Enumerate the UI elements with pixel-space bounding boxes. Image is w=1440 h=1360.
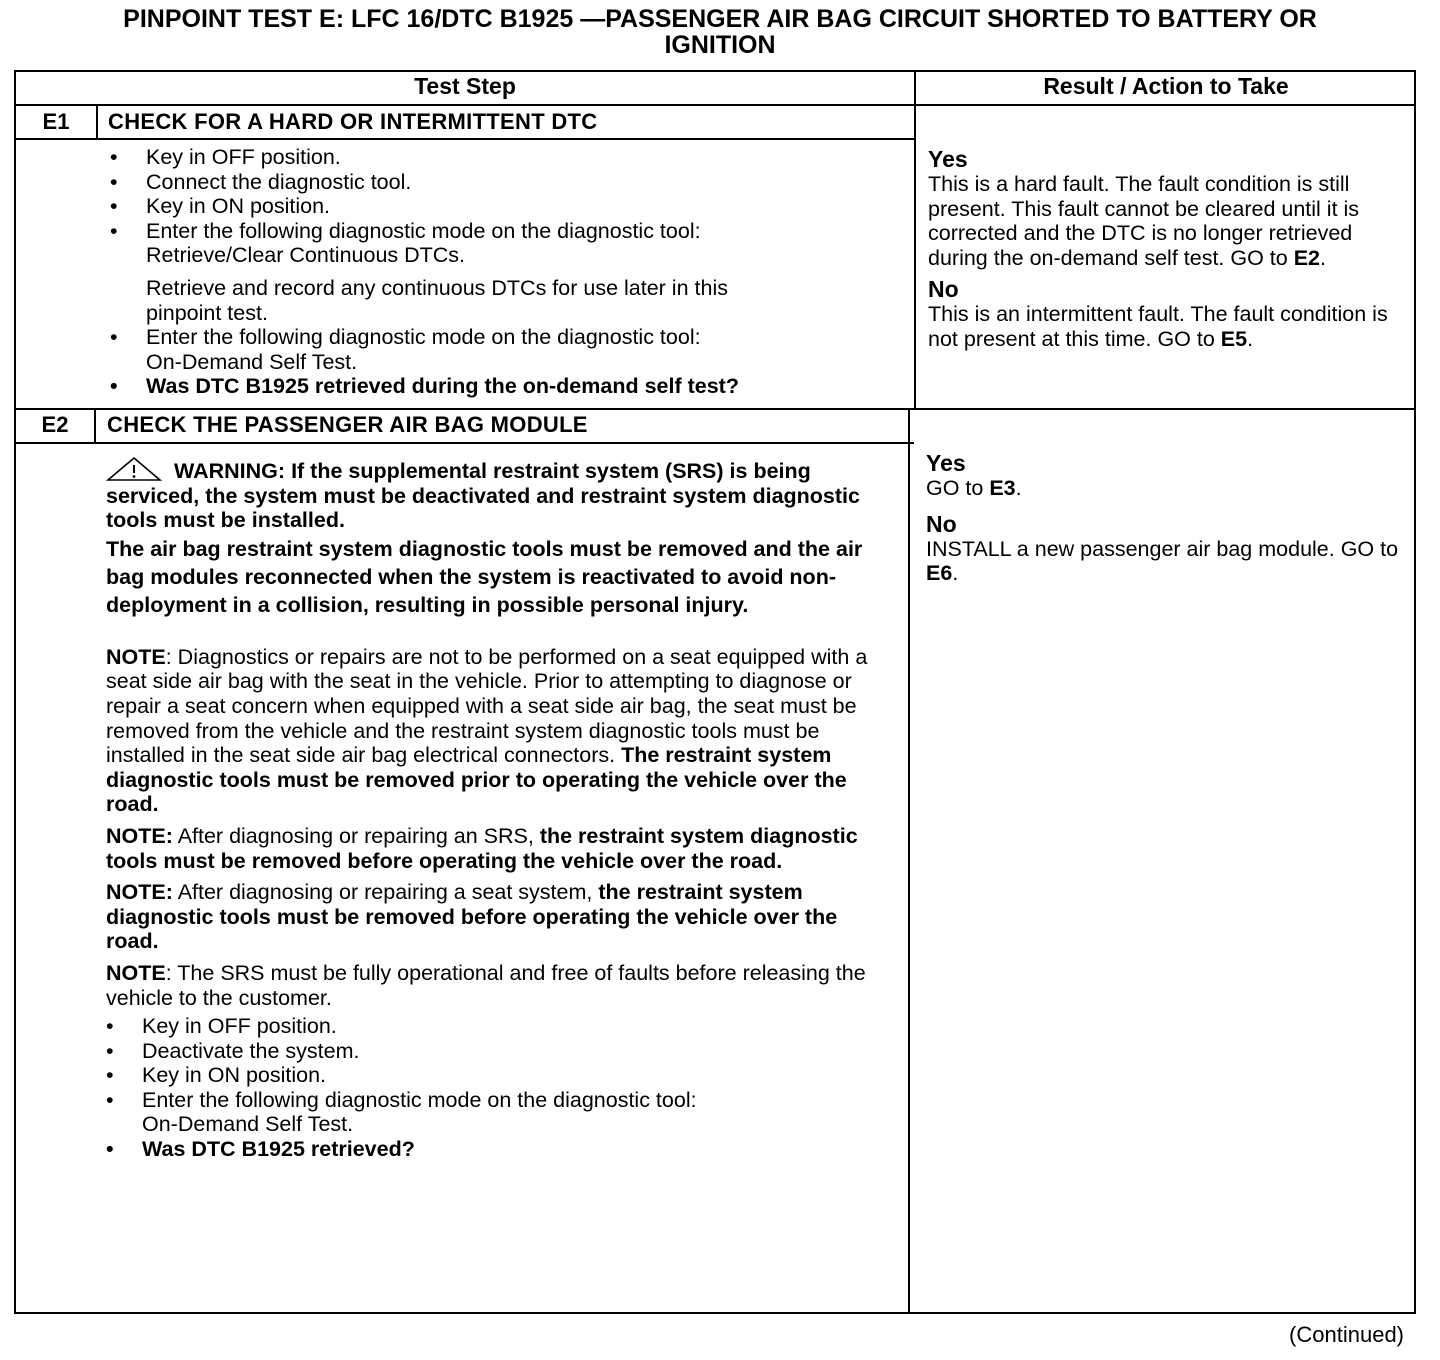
e1-no-label: No — [928, 276, 959, 303]
e2-bullet-1: • Key in OFF position. — [106, 1014, 890, 1039]
e2-no-action: INSTALL a new passenger air bag module. GO to E6. — [926, 536, 1399, 586]
e2-bullet-3: • Key in ON position. — [106, 1063, 890, 1088]
e2-column-divider — [908, 408, 910, 1314]
warning-triangle-icon — [106, 456, 162, 482]
e1-yes-label: Yes — [928, 146, 968, 172]
e1-bullet-4: • Enter the following diagnostic mode on the diagnostic tool: Retrieve/Clear Continuous DTCs. — [110, 219, 900, 268]
e2-note-4: NOTE: The SRS must be fully operational and free of faults before releasing the vehicle to the customer. — [106, 960, 866, 1010]
page-title-line1: PINPOINT TEST E: LFC 16/DTC B1925 —PASSENGER AIR BAG CIRCUIT SHORTED TO BATTERY OR — [123, 5, 1317, 33]
e1-bullet-1: • Key in OFF position. — [110, 145, 900, 170]
e1-result-actions — [928, 146, 1410, 352]
e1-bottom-line — [14, 408, 1416, 410]
e1-bullet-2: • Connect the diagnostic tool. — [110, 170, 900, 195]
e2-step-id: E2 — [41, 412, 69, 437]
e1-step-id: E1 — [42, 109, 70, 134]
e2-yes-label: Yes — [926, 450, 966, 476]
e1-no-action: This is an intermittent fault. The fault condition is not present at this time. GO to E5. — [928, 302, 1388, 351]
e2-note-1: NOTE: Diagnostics or repairs are not to be performed on a seat equipped with a seat side air bag with the seat in the vehicle. Prior to attempting to diagnose or repair a seat concern when equipped with a seat side air bag, the seat must be removed from the vehicle and the restraint system diagnostic tools must be installed in the seat side air bag electrical connectors. The restraint system diagnostic tools must be removed prior to operating the vehicle over the road. — [106, 644, 868, 817]
e1-record-instruction: Retrieve and record any continuous DTCs for use later in this pinpoint test. — [146, 275, 728, 325]
e2-note-3: NOTE: After diagnosing or repairing a seat system, the restraint system diagnostic tools must be removed before operating the vehicle over the road. — [106, 880, 838, 954]
e2-bullet-2: • Deactivate the system. — [106, 1039, 890, 1064]
continued-marker: (Continued) — [1289, 1322, 1404, 1347]
e1-title-bottom-line — [14, 138, 916, 140]
e1-test-procedure — [110, 145, 900, 399]
e1-column-divider — [914, 104, 916, 410]
header-test-step: Test Step — [414, 73, 516, 99]
e1-id-divider — [96, 104, 98, 140]
e2-bullet-4: • Enter the following diagnostic mode on the diagnostic tool: On-Demand Self Test. — [106, 1088, 890, 1137]
e2-title-bottom-line — [14, 442, 914, 444]
e2-no-label: No — [926, 510, 957, 537]
page-title-line2: IGNITION — [664, 31, 776, 59]
e2-id-divider — [94, 408, 96, 444]
e2-bullet-question: • Was DTC B1925 retrieved? — [106, 1137, 890, 1162]
e1-bullet-question: • Was DTC B1925 retrieved during the on-demand self test? — [110, 374, 900, 399]
e2-test-procedure — [106, 456, 890, 1162]
e1-bullet-3: • Key in ON position. — [110, 194, 900, 219]
header-bottom-line — [14, 104, 1416, 106]
e2-note-2: NOTE: After diagnosing or repairing an SRS, the restraint system diagnostic tools must be removed before operating the vehicle over the road. — [106, 823, 858, 873]
e1-yes-action: This is a hard fault. The fault condition is still present. This fault cannot be cleared until it is corrected and the DTC is no longer retrieved during the on-demand self test. GO to E2. — [928, 172, 1360, 270]
header-result-action: Result / Action to Take — [1043, 73, 1289, 99]
e2-warning-continued: The air bag restraint system diagnostic tools must be removed and the air bag modules reconnected when the system is reactivated to avoid non-deployment in a collision, resulting in possible personal injury. — [106, 536, 863, 617]
e1-bullet-5: • Enter the following diagnostic mode on the diagnostic tool: On-Demand Self Test. — [110, 325, 900, 374]
e2-result-actions — [926, 450, 1406, 586]
e1-step-title: CHECK FOR A HARD OR INTERMITTENT DTC — [108, 109, 598, 134]
e2-warning: WARNING: If the supplemental restraint system (SRS) is being serviced, the system must be deactivated and restraint system diagnostic tools must be installed. — [106, 456, 890, 533]
e2-yes-action: GO to E3. — [926, 476, 1022, 500]
page-title — [0, 6, 1440, 58]
e2-step-title: CHECK THE PASSENGER AIR BAG MODULE — [107, 412, 588, 437]
